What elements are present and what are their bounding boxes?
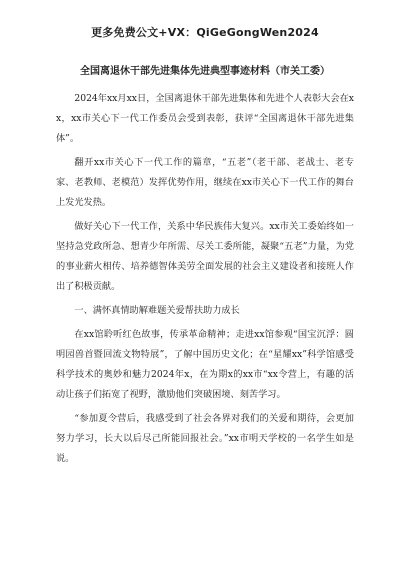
paragraph-3: 做好关心下一代工作，关系中华民族伟大复兴。xx市关工委始终如一坚持急党政所急、想青少年所需、尽关工委所能，凝聚“五老”力量，为党的事业薪火相传、培养德智体美劳全面发展的社会主义建设者和接班人作出了积极贡献。 <box>56 221 354 292</box>
paragraph-4: 在xx馆聆听红色故事，传承革命精神；走进xx馆参观“国宝沉浮：圆明园兽首暨回流文物特展”，了解中国历史文化；在“星耀xx”科学馆感受科学技术的奥妙和魅力2024年x，在为期x的xx市“xx令营上，有趣的活动让孩子们拓宽了视野，激励他们突破困境、刻苦学习。 <box>56 329 354 400</box>
paragraph-5: “参加夏令营后，我感受到了社会各界对我们的关爱和期待，会更加努力学习，长大以后尽己所能回报社会。”xx市明天学校的一名学生如是说。 <box>56 413 354 464</box>
section-heading: 一、满怀真情助解难题关爱帮扶助力成长 <box>74 305 240 316</box>
paragraph-1: 2024年xx月xx日，全国离退休干部先进集体和先进个人表彰大会在xx，xx市关心下一代工作委员会受到表彰，获评“全国离退休干部先进集体”。 <box>56 93 354 144</box>
paragraph-2: 翻开xx市关心下一代工作的篇章，“五老”（老干部、老战士、老专家、老教师、老模范）发挥优势作用，继续在xx市关心下一代工作的舞台上发光发热。 <box>56 157 354 208</box>
document-title: 全国离退休干部先进集体先进典型事迹材料（市关工委） <box>80 66 330 77</box>
watermark-header: 更多免费公文+VX：QiGeGongWen2024 <box>91 26 319 39</box>
